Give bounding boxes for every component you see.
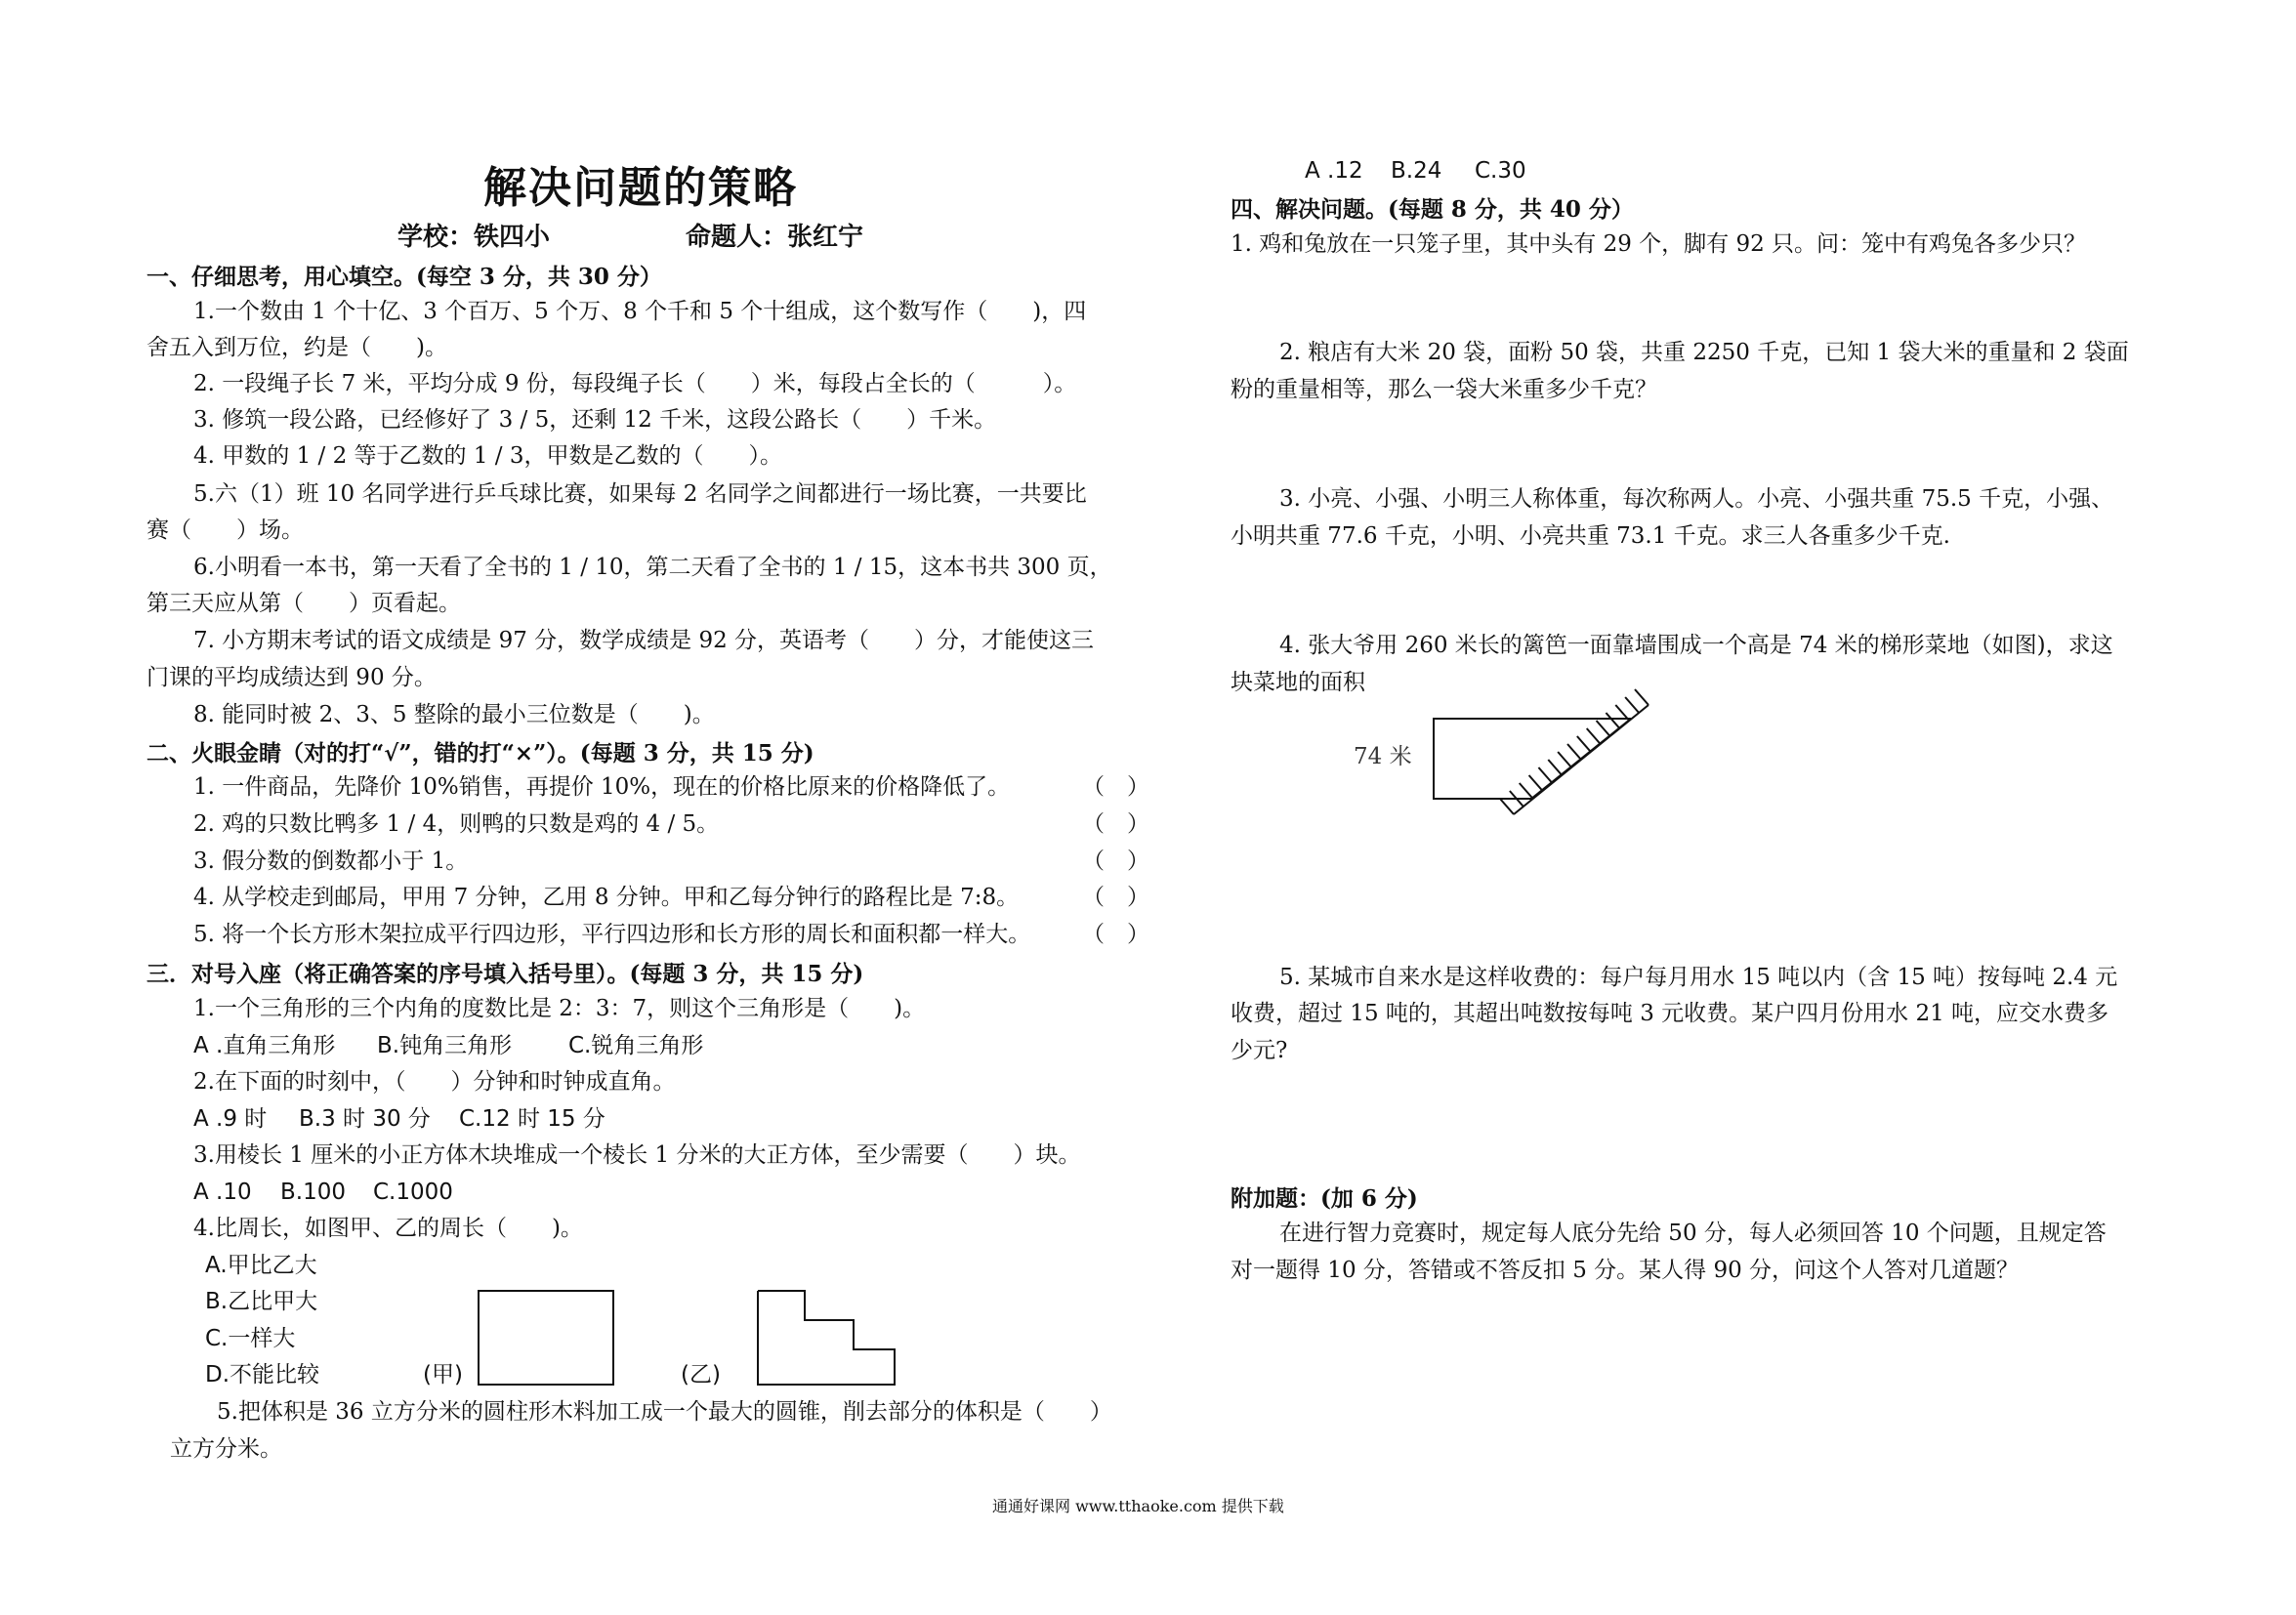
s3-q5-option: C.30 xyxy=(1475,158,1526,184)
s4-problem-4-cont: 块菜地的面积 xyxy=(1231,670,1365,695)
section-2-heading: 二、火眼金睛（对的打“√”，错的打“×”）。(每题 3 分，共 15 分) xyxy=(146,740,814,766)
answer-paren: （ ） xyxy=(1082,885,1149,910)
answer-paren: （ ） xyxy=(1082,849,1149,874)
s1-line: 1.一个数由 1 个十亿、3 个百万、5 个万、8 个千和 5 个十组成，这个数写作（ )，四 xyxy=(193,299,1087,324)
answer-paren: （ ） xyxy=(1082,922,1149,947)
s3-q2-option: B.3 时 30 分 xyxy=(299,1106,431,1132)
s3-q4-option: A.甲比乙大 xyxy=(205,1253,317,1278)
s3-q4-option: D.不能比较 xyxy=(205,1362,320,1387)
page-title: 解决问题的策略 xyxy=(483,163,798,213)
trapezoid-height-label: 74 米 xyxy=(1354,744,1412,769)
s1-line: 第三天应从第（ ）页看起。 xyxy=(146,591,461,616)
s2-item: 5. 将一个长方形木架拉成平行四边形，平行四边形和长方形的周长和面积都一样大。 xyxy=(193,922,1031,947)
rectangle-figure-jia xyxy=(469,1279,625,1396)
s2-item: 1. 一件商品，先降价 10%销售，再提价 10%，现在的价格比原来的价格降低了。 xyxy=(193,774,1011,800)
wall-hatch-mark xyxy=(1529,775,1543,791)
s3-q4-option: B.乙比甲大 xyxy=(205,1289,318,1314)
s3-q4-option: C.一样大 xyxy=(205,1326,296,1351)
s4-problem-5-cont: 少元? xyxy=(1231,1038,1288,1063)
figure-label-jia: (甲) xyxy=(423,1362,463,1387)
s3-question-2: 2.在下面的时刻中，（ ）分钟和时钟成直角。 xyxy=(193,1069,676,1095)
stepped-figure-yi xyxy=(750,1279,906,1396)
wall-hatch-mark xyxy=(1635,689,1649,705)
s4-problem-3-cont: 小明共重 77.6 千克，小明、小亮共重 73.1 千克。求三人各重多少千克. xyxy=(1231,523,1950,549)
s2-item: 2. 鸡的只数比鸭多 1 / 4，则鸭的只数是鸡的 4 / 5。 xyxy=(193,811,720,837)
wall-hatch-mark xyxy=(1606,713,1619,728)
s4-problem-3: 3. 小亮、小强、小明三人称体重，每次称两人。小亮、小强共重 75.5 千克，小强、 xyxy=(1279,486,2114,512)
s4-problem-5: 5. 某城市自来水是这样收费的：每户每月用水 15 吨以内（含 15 吨）按每吨 2.4 元 xyxy=(1279,965,2118,990)
bonus-text-cont: 对一题得 10 分，答错或不答反扣 5 分。某人得 90 分，问这个人答对几道题？ xyxy=(1231,1258,2020,1283)
s1-line: 2. 一段绳子长 7 米，平均分成 9 份，每段绳子长（ ）米，每段占全长的（ ）。 xyxy=(193,371,1077,396)
wall-hatch-mark xyxy=(1567,744,1581,760)
s1-line: 4. 甲数的 1 / 2 等于乙数的 1 / 3，甲数是乙数的（ ）。 xyxy=(193,443,782,469)
wall-hatch-mark xyxy=(1520,783,1533,799)
s1-line: 7. 小方期末考试的语文成绩是 97 分，数学成绩是 92 分，英语考（ ）分，才能使这三 xyxy=(193,628,1095,653)
section-4-heading: 四、解决问题。(每题 8 分，共 40 分） xyxy=(1231,196,1634,223)
wall-line xyxy=(1514,705,1649,814)
wall-hatch-mark xyxy=(1625,697,1639,713)
answer-paren: （ ） xyxy=(1082,774,1149,800)
wall-hatch-mark xyxy=(1548,760,1562,775)
s3-q1-option: A .直角三角形 xyxy=(193,1033,336,1058)
trapezoid-garden-figure xyxy=(1406,683,1680,849)
s3-q5-option: B.24 xyxy=(1391,158,1442,184)
s4-problem-1: 1. 鸡和兔放在一只笼子里，其中头有 29 个，脚有 92 只。问：笼中有鸡兔各多少只？ xyxy=(1231,231,2087,257)
s1-line: 舍五入到万位，约是（ )。 xyxy=(146,335,447,360)
s3-q5-option: A .12 xyxy=(1305,158,1363,184)
s2-item: 4. 从学校走到邮局，甲用 7 分钟，乙用 8 分钟。甲和乙每分钟行的路程比是 7:8。 xyxy=(193,885,1020,910)
s3-q3-option: C.1000 xyxy=(373,1180,453,1205)
s1-line: 3. 修筑一段公路，已经修好了 3 / 5，还剩 12 千米，这段公路长（ ）千米。 xyxy=(193,407,997,433)
s3-q2-option: A .9 时 xyxy=(193,1106,268,1132)
s4-problem-2: 2. 粮店有大米 20 袋，面粉 50 袋，共重 2250 千克，已知 1 袋大米的重量和 2 袋面 xyxy=(1279,340,2129,365)
section-1-heading: 一、仔细思考，用心填空。(每空 3 分，共 30 分） xyxy=(146,264,662,290)
school-label: 学校：铁四小 xyxy=(397,223,551,252)
s3-q3-option: B.100 xyxy=(280,1180,346,1205)
s3-question-4: 4.比周长，如图甲、乙的周长（ )。 xyxy=(193,1216,583,1241)
s1-line: 5.六（1）班 10 名同学进行乒乓球比赛，如果每 2 名同学之间都进行一场比赛，一共要比 xyxy=(193,481,1087,507)
bonus-heading: 附加题：(加 6 分) xyxy=(1231,1185,1418,1212)
s2-item: 3. 假分数的倒数都小于 1。 xyxy=(193,849,469,874)
s1-line: 8. 能同时被 2、3、5 整除的最小三位数是（ )。 xyxy=(193,702,715,727)
s3-q1-option: C.锐角三角形 xyxy=(568,1033,704,1058)
wall-hatch-mark xyxy=(1577,736,1591,752)
answer-paren: （ ） xyxy=(1082,811,1149,837)
s3-q1-option: B.钝角三角形 xyxy=(377,1033,513,1058)
s4-problem-5-cont: 收费，超过 15 吨的，其超出吨数按每吨 3 元收费。某户四月份用水 21 吨，应交水费多 xyxy=(1231,1001,2109,1026)
wall-hatch-mark xyxy=(1597,721,1610,736)
figure-label-yi: (乙) xyxy=(681,1362,721,1387)
bonus-text: 在进行智力竞赛时，规定每人底分先给 50 分，每人必须回答 10 个问题，且规定答 xyxy=(1279,1221,2107,1246)
s4-problem-2-cont: 粉的重量相等，那么一袋大米重多少千克？ xyxy=(1231,377,1657,402)
s1-line: 门课的平均成绩达到 90 分。 xyxy=(146,665,437,690)
section-3-heading: 三．对号入座（将正确答案的序号填入括号里）。(每题 3 分，共 15 分) xyxy=(146,961,864,987)
wall-hatch-mark xyxy=(1500,799,1514,814)
s4-problem-4: 4. 张大爷用 260 米长的篱笆一面靠墙围成一个高是 74 米的梯形菜地（如图)，求这 xyxy=(1279,633,2113,658)
s3-q2-option: C.12 时 15 分 xyxy=(459,1106,605,1132)
s1-line: 赛（ ）场。 xyxy=(146,518,304,543)
wall-hatch-mark xyxy=(1538,767,1552,783)
s1-line: 6.小明看一本书，第一天看了全书的 1 / 10，第二天看了全书的 1 / 15，这本书共 300 页， xyxy=(193,555,1112,580)
s3-q3-option: A .10 xyxy=(193,1180,252,1205)
s3-question-5-cont: 立方分米。 xyxy=(170,1436,282,1462)
s3-question-3: 3.用棱长 1 厘米的小正方体木块堆成一个棱长 1 分米的大正方体，至少需要（ ）块。 xyxy=(193,1142,1081,1168)
s3-question-1: 1.一个三角形的三个内角的度数比是 2：3：7，则这个三角形是（ )。 xyxy=(193,996,926,1021)
wall-hatch-mark xyxy=(1587,728,1601,744)
author-label: 命题人：张红宁 xyxy=(686,223,864,252)
wall-hatch-mark xyxy=(1558,752,1571,767)
s3-question-5: 5.把体积是 36 立方分米的圆柱形木料加工成一个最大的圆锥，削去部分的体积是（ ） xyxy=(217,1399,1112,1425)
footer-credit: 通通好课网 www.tthaoke.com 提供下载 xyxy=(992,1497,1284,1515)
